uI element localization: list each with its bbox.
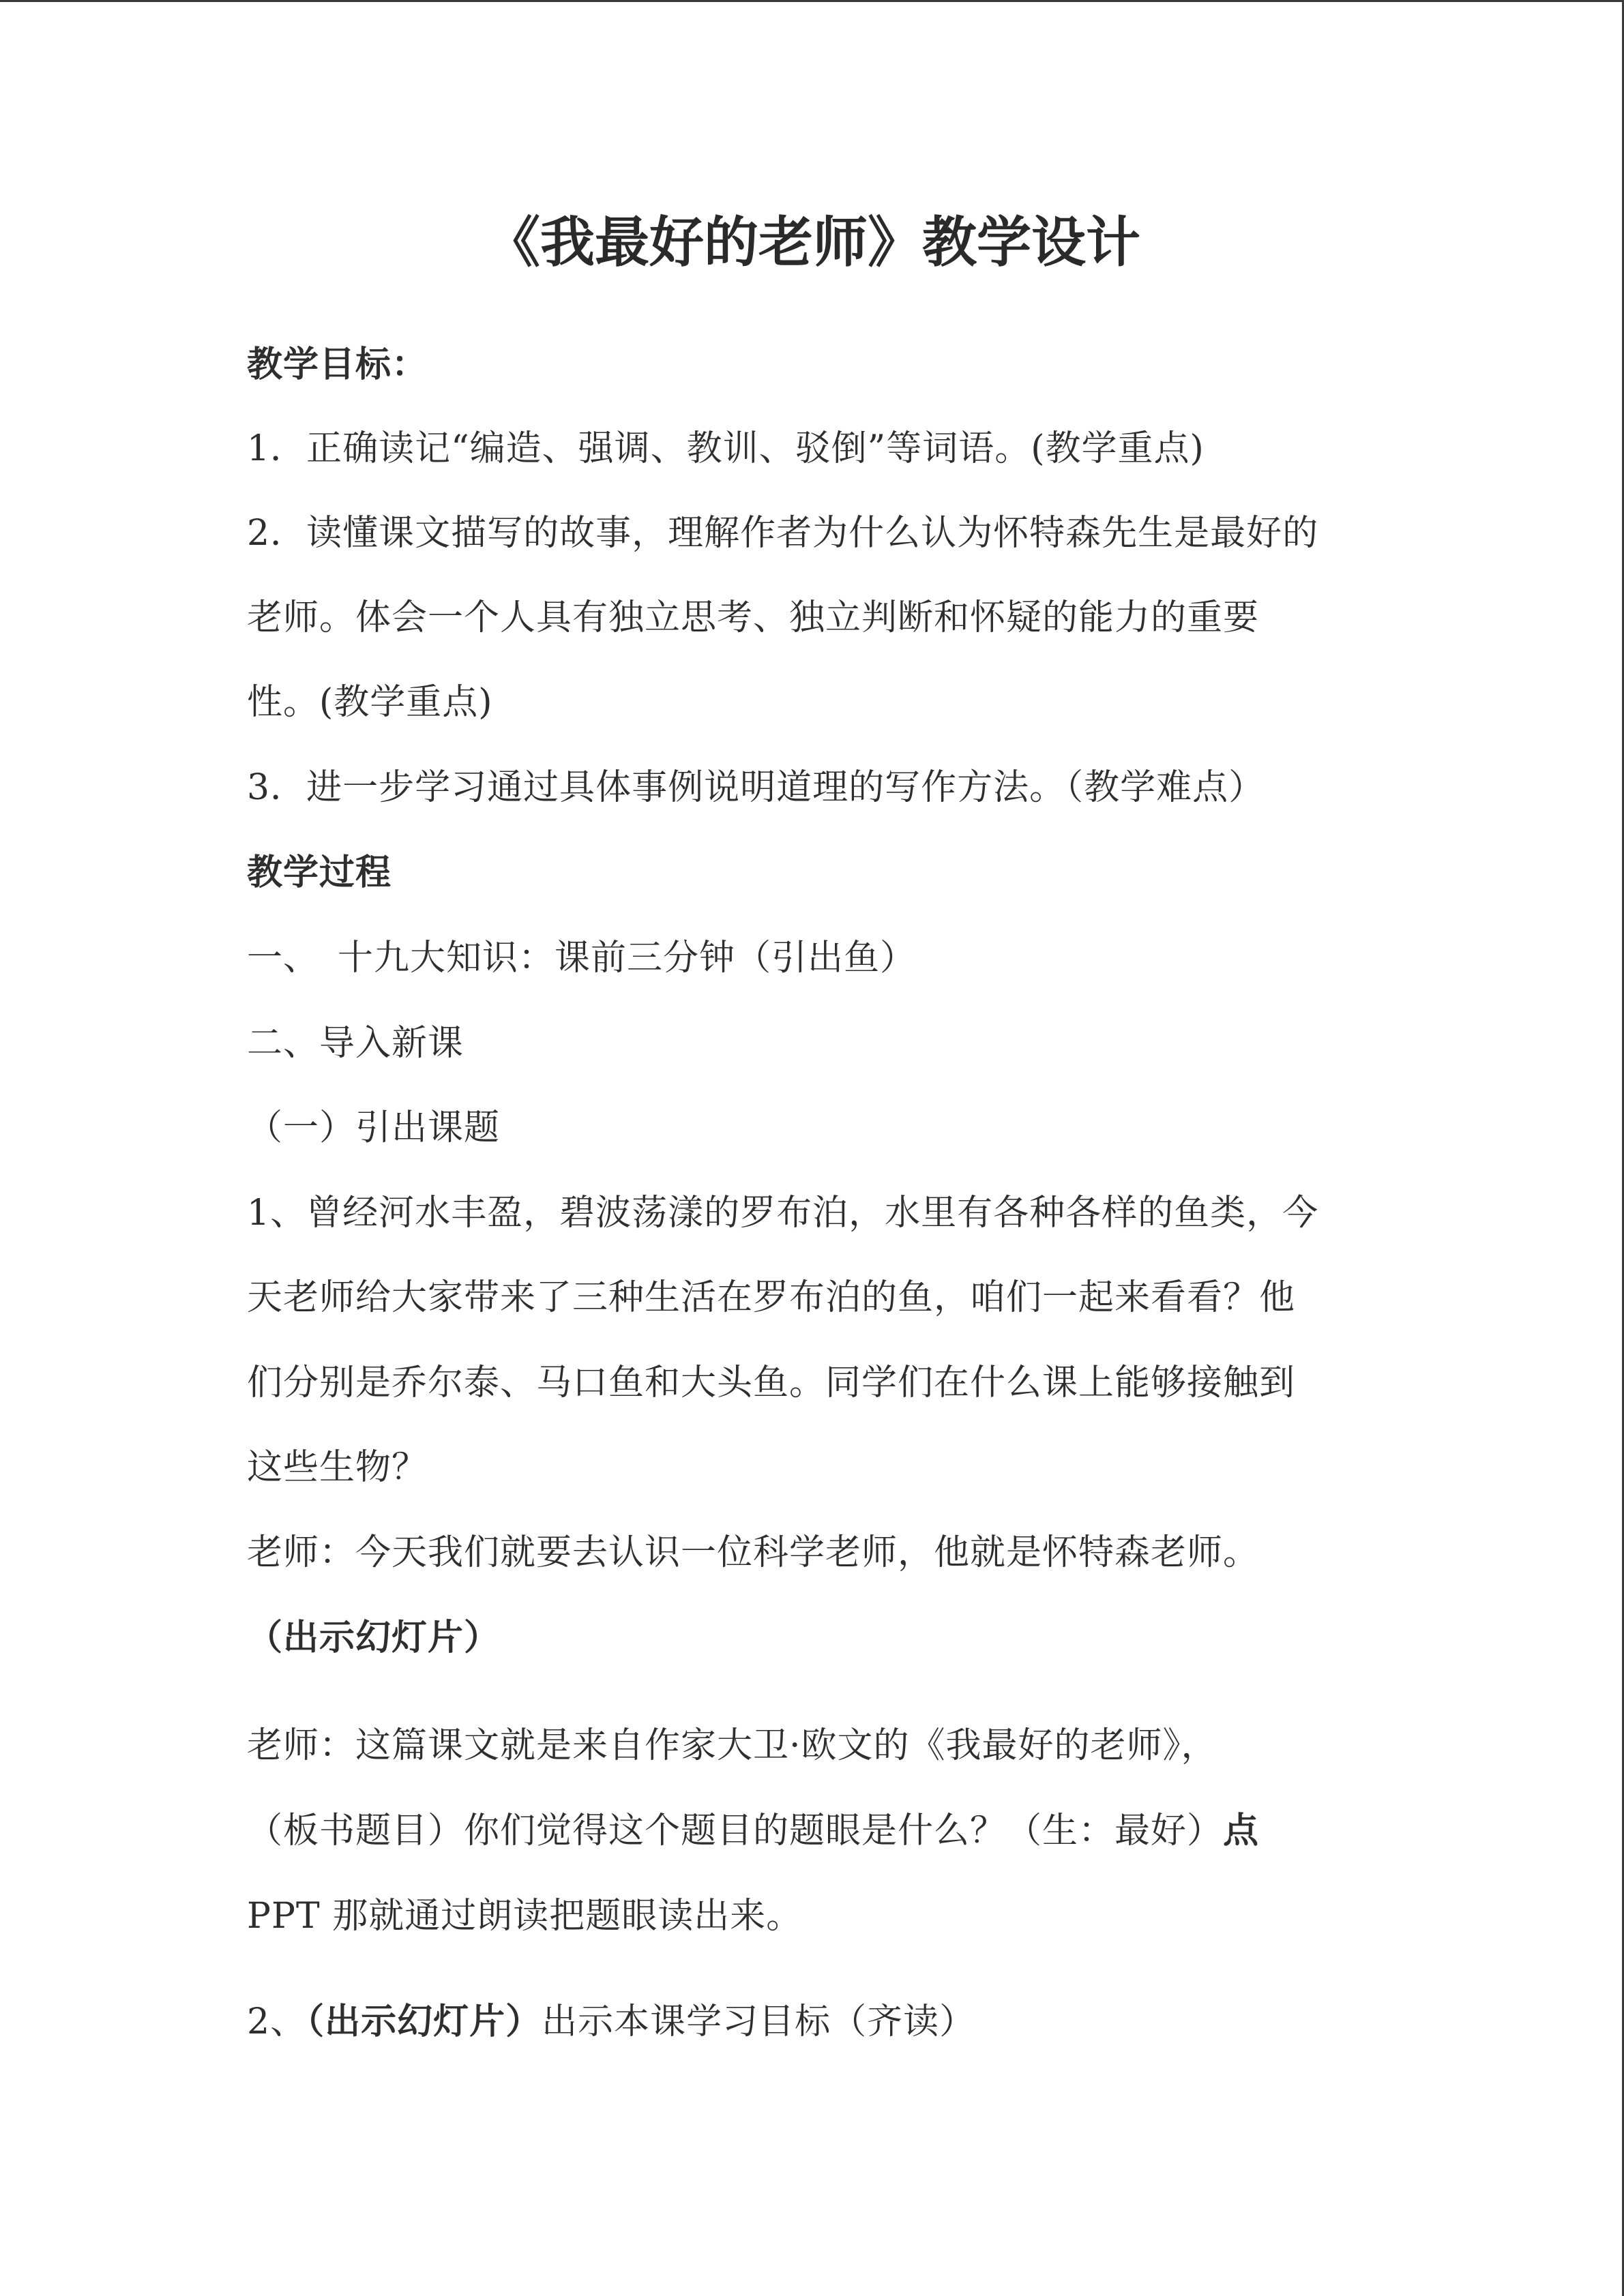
document-title: 《我最好的老师》教学设计 [486, 210, 1140, 274]
objective-2-line3: 性。(教学重点) [247, 682, 493, 723]
step-two: 二、导入新课 [247, 1023, 464, 1064]
teacher-para-two-line1: 老师：这篇课文就是来自作家大卫·欧文的《我最好的老师》， [247, 1725, 1217, 1766]
paragraph-one-line4: 这些生物？ [247, 1447, 428, 1488]
teacher-para-two-line2-text: （板书题目）你们觉得这个题目的题眼是什么？（生：最好） [247, 1810, 1224, 1851]
step-one: 一、 十九大知识：课前三分钟（引出鱼） [247, 938, 917, 979]
teacher-para-two-line2-bold: 点 [1223, 1810, 1260, 1851]
process-heading: 教学过程 [247, 852, 392, 893]
item-two-rest: 出示本课学习目标（齐读） [542, 2001, 976, 2042]
item-two-prefix: 2、 [247, 2001, 307, 2042]
teacher-para-two-line2 [247, 1810, 1259, 1851]
objectives-heading: 教学目标： [247, 344, 428, 385]
slide-note-one: （出示幻灯片） [247, 1617, 501, 1658]
objective-2-line1: 2．读懂课文描写的故事，理解作者为什么认为怀特森先生是最好的 [247, 513, 1319, 554]
objective-2-line2: 老师。体会一个人具有独立思考、独立判断和怀疑的能力的重要 [247, 597, 1260, 638]
objective-3: 3．进一步学习通过具体事例说明道理的写作方法。（教学难点） [247, 767, 1265, 808]
teacher-para-two-line3: PPT 那就通过朗读把题眼读出来。 [247, 1896, 803, 1937]
sub-section-one: （一）引出课题 [247, 1107, 501, 1148]
teacher-line-one: 老师：今天我们就要去认识一位科学老师，他就是怀特森老师。 [247, 1532, 1260, 1573]
item-two-slide-note: （出示幻灯片） [306, 2001, 542, 2042]
item-two [247, 2001, 975, 2042]
paragraph-one-line3: 们分别是乔尔泰、马口鱼和大头鱼。同学们在什么课上能够接触到 [247, 1362, 1296, 1403]
paragraph-one-line1: 1、曾经河水丰盈，碧波荡漾的罗布泊，水里有各种各样的鱼类，今 [247, 1193, 1319, 1234]
paragraph-one-line2: 天老师给大家带来了三种生活在罗布泊的鱼，咱们一起来看看？他 [247, 1277, 1296, 1318]
objective-1: 1．正确读记“编造、强调、教训、驳倒”等词语。(教学重点) [247, 428, 1205, 469]
